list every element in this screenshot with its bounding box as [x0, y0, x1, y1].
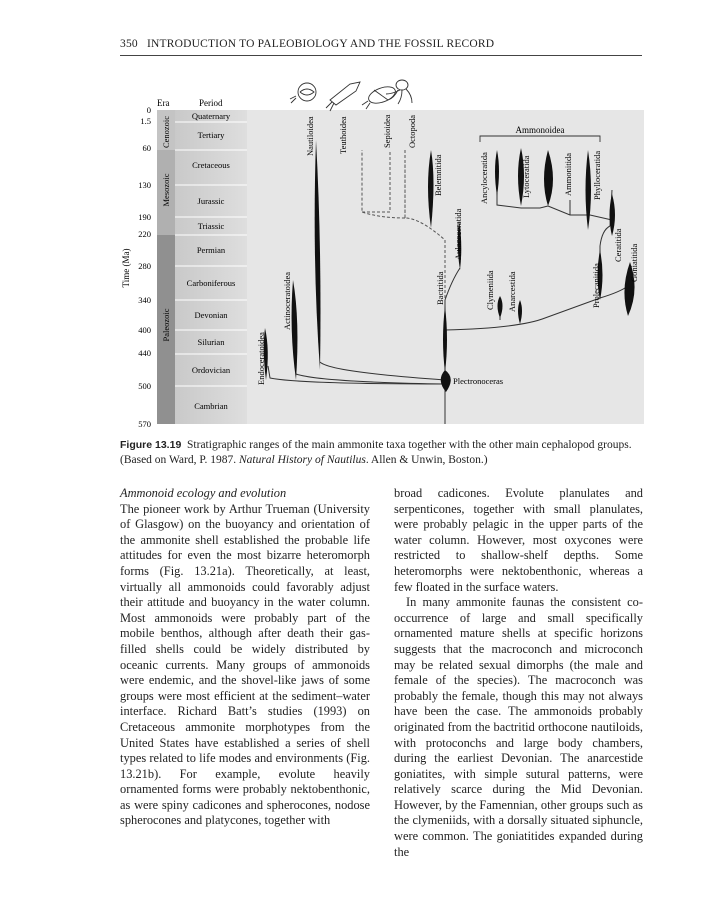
- label-phylloceratida: Phylloceratida: [592, 150, 602, 200]
- era-label-mesozoic: Mesozoic: [161, 173, 171, 207]
- ammonoidea-label: Ammonoidea: [515, 125, 565, 135]
- section-subheading: Ammonoid ecology and evolution: [120, 486, 287, 500]
- period-triassic: Triassic: [197, 221, 225, 231]
- period-permian: Permian: [196, 245, 226, 255]
- cuttlefish-illustration: [362, 84, 398, 109]
- label-actinoceratoidea: Actinoceratoidea: [282, 271, 292, 330]
- period-column: [175, 110, 247, 424]
- caption-text-b: . Allen & Unwin, Boston.): [365, 454, 488, 466]
- period-devonian: Devonian: [194, 310, 228, 320]
- body-column-left: [120, 486, 370, 829]
- period-quaternary: Quaternary: [191, 111, 231, 121]
- time-axis-label: Time (Ma): [121, 248, 131, 288]
- period-cambrian: Cambrian: [194, 401, 228, 411]
- era-label-paleozoic: Paleozoic: [161, 308, 171, 342]
- label-ancyloceratida: Ancyloceratida: [479, 152, 489, 204]
- cephalopod-illustrations: [290, 80, 412, 111]
- paragraph-right-2: In many ammonite faunas the consistent co-occurrence of large and small specifically ornamented mature shells at specific horizons suggests that the macroconch and microconch may be related sexual dimorphs (the male and female of the species). The macroconch was probably the female, though this may not always have been the case. The ammonoids probably originated from the bactritid orthocone nautiloids, with protoconchs and large body chambers, during the earliest Devonian. The anarcestide goniatites, with simple sutural patterns, were relatively scarce during the Mid Devonian. However, by the Famennian, other groups such as the clymeniids, with a dorsally situated siphuncle, were common. The goniatitides expanded during the: [394, 595, 643, 859]
- era-column-header: Era: [157, 98, 170, 108]
- label-ammonitida: Ammonitida: [563, 153, 573, 196]
- paragraph-left-1: The pioneer work by Arthur Trueman (University of Glasgow) on the buoyancy and orientation of the ammonite shell established the probable life attitudes for even the most bizarre heteromorph forms (Fig. 13.21a). Theoretically, at least, virtually all ammonoids could favorably adjust their attitude and buoyancy in the water column. Most ammonoids were probably part of the mobile benthos, although after death their gas-filled shells could be widely distributed by oceanic currents. Many groups of ammonoids were endemic, and the shovel-like jaws of some groups were most efficient at the sediment–water interface. Richard Batt’s studies (1993) on Cretaceous ammonite morphotypes from the United States have established a series of shell types related to life modes and environments (Fig. 13.21b). For example, evolute heavily ornamented forms were probably nektobenthonic, as were spiny cadicones and spherocones, nodose spherocones and platycones, together with: [120, 501, 370, 828]
- tick-60: 60: [142, 143, 151, 153]
- squid-illustration: [326, 82, 360, 111]
- page-number: 350: [120, 38, 138, 50]
- label-endoceratoidea: Endoceratoidea: [256, 332, 266, 385]
- time-ticks: [138, 105, 151, 429]
- body-column-right: [394, 486, 643, 860]
- tick-400: 400: [138, 325, 151, 335]
- label-bactritida: Bactritida: [435, 271, 445, 305]
- tick-130: 130: [138, 180, 151, 190]
- tick-1-5: 1.5: [140, 116, 151, 126]
- caption-text-a: Stratigraphic ranges of the main ammonite taxa together with the other main cephalopod groups. (Based on Ward, P. 1987.: [120, 439, 632, 466]
- octopus-illustration: [386, 80, 412, 104]
- period-cretaceous: Cretaceous: [192, 160, 230, 170]
- paragraph-right-1: broad cadicones. Evolute planulates and serpenticones, together with small planulates, were probably pelagic in the upper parts of the water column. However, most oxycones were restricted to shallow-shelf depths. Some heteromorphs were nektobenthonic, whereas a few floated in the surface waters.: [394, 486, 643, 594]
- label-octopoda: Octopoda: [407, 114, 417, 148]
- label-nautiloidea: Nautiloidea: [305, 116, 315, 156]
- period-carboniferous: Carboniferous: [186, 278, 236, 288]
- tick-570: 570: [138, 419, 151, 429]
- era-label-cenozoic: Cenozoic: [161, 115, 171, 149]
- label-belemnitida: Belemnitida: [433, 154, 443, 196]
- tick-280: 280: [138, 261, 151, 271]
- tick-500: 500: [138, 381, 151, 391]
- label-lytoceratida: Lytoceratida: [521, 155, 531, 198]
- period-ordovician: Ordovician: [191, 365, 231, 375]
- label-goniatitida: Goniatitida: [629, 243, 639, 282]
- stratigraphic-range-figure: [0, 0, 714, 440]
- label-teuthoidea: Teuthoidea: [338, 116, 348, 154]
- label-aulacoceratida: Aulacoceratida: [453, 208, 463, 260]
- label-anarcestida: Anarcestida: [507, 271, 517, 312]
- period-column-header: Period: [199, 98, 223, 108]
- label-prolecanitida: Prolecanitida: [591, 263, 601, 308]
- period-jurassic: Jurassic: [197, 196, 225, 206]
- tick-340: 340: [138, 295, 151, 305]
- tick-0: 0: [146, 105, 151, 115]
- tick-220: 220: [138, 229, 151, 239]
- figure-caption: [120, 438, 642, 468]
- nautilus-illustration: [290, 83, 316, 103]
- period-silurian: Silurian: [197, 337, 225, 347]
- label-plectronoceras: Plectronoceras: [453, 376, 504, 386]
- tick-440: 440: [138, 348, 151, 358]
- label-ceratitida: Ceratitida: [613, 228, 623, 262]
- period-tertiary: Tertiary: [197, 130, 225, 140]
- label-sepioidea: Sepioidea: [382, 114, 392, 148]
- running-title: INTRODUCTION TO PALEOBIOLOGY AND THE FOSSIL RECORD: [146, 38, 495, 50]
- caption-italic-title: Natural History of Nautilus: [238, 454, 366, 466]
- label-clymeniida: Clymeniida: [485, 270, 495, 310]
- caption-label: Figure 13.19: [120, 439, 182, 451]
- tick-190: 190: [138, 212, 151, 222]
